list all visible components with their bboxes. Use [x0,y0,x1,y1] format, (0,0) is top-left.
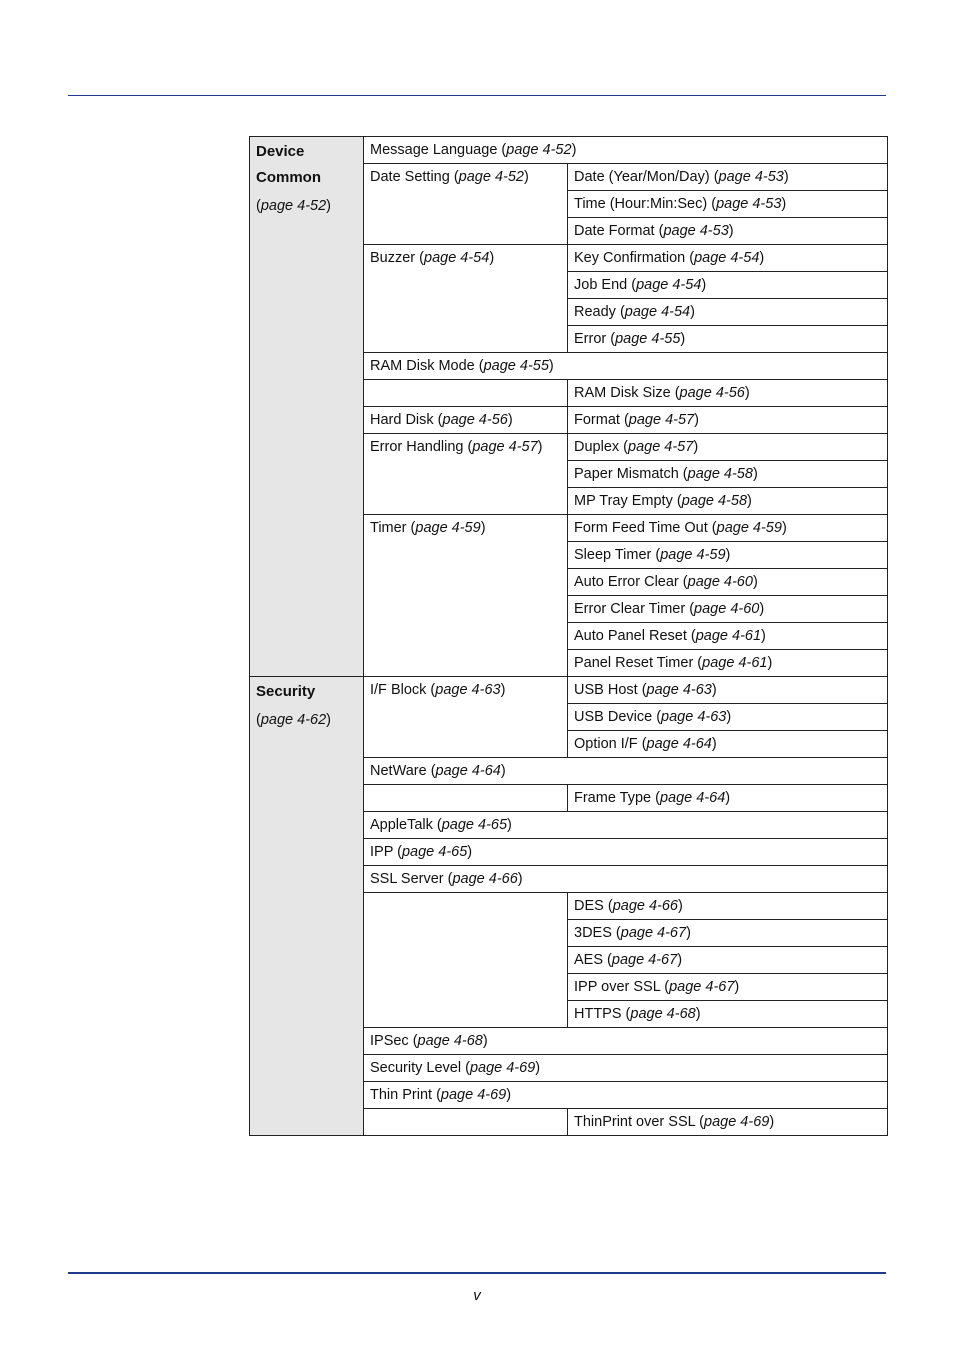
menu-item-label: RAM Disk Size [574,385,671,401]
page-ref: page 4-63 [646,682,712,698]
menu-item-cell: SSL Server (page 4-66) [364,866,888,893]
menu-item-label: Message Language [370,142,498,158]
submenu-item-cell: Panel Reset Timer (page 4-61) [568,650,888,677]
page-ref: page 4-54 [694,250,760,266]
section-title-line2: Common [256,169,321,186]
page-ref: page 4-53 [716,196,782,212]
submenu-item-cell: ThinPrint over SSL (page 4-69) [568,1109,888,1136]
section-page-ref: page 4-62 [260,712,327,728]
page-ref: page 4-57 [628,412,695,428]
submenu-item-cell: Job End (page 4-54) [568,272,888,299]
menu-item-label: Security Level [370,1060,462,1076]
menu-row [250,677,888,704]
page-ref: page 4-60 [687,574,753,590]
menu-item-label: Form Feed Time Out [574,520,708,536]
page-ref: page 4-52 [506,142,572,158]
submenu-item-cell: Option I/F (page 4-64) [568,731,888,758]
menu-item-label: I/F Block [370,682,427,698]
page-ref: page 4-69 [469,1060,536,1076]
page-ref: page 4-68 [417,1033,483,1049]
menu-item-label: Job End [574,277,628,293]
menu-item-label: Error Handling [370,439,464,455]
menu-item-cell: NetWare (page 4-64) [364,758,888,785]
page-ref: page 4-58 [687,466,753,482]
section-title [256,137,357,191]
submenu-item-cell: USB Host (page 4-63) [568,677,888,704]
menu-item-cell: Security Level (page 4-69) [364,1055,888,1082]
menu-item-label: NetWare [370,763,427,779]
menu-item-label: Hard Disk [370,412,434,428]
section-page-ref: page 4-52 [260,198,327,214]
menu-item-label: SSL Server [370,871,444,887]
page-ref: page 4-56 [679,385,745,401]
page-ref: page 4-59 [660,547,726,563]
page-ref: page 4-58 [681,493,748,509]
submenu-item-cell: RAM Disk Size (page 4-56) [568,380,888,407]
menu-item-label: Date Setting [370,169,450,185]
page-ref: page 4-69 [704,1114,770,1130]
menu-item-label: IPSec [370,1033,409,1049]
menu-item-label: Duplex [574,439,620,455]
menu-item-cell: AppleTalk (page 4-65) [364,812,888,839]
page-ref: page 4-61 [702,655,768,671]
menu-group-cell: Error Handling (page 4-57) [364,434,568,515]
menu-item-label: IPP over SSL [574,979,661,995]
menu-item-label: Thin Print [370,1087,433,1103]
page-ref: page 4-61 [695,628,762,644]
menu-item-label: HTTPS [574,1006,622,1022]
page-ref: page 4-60 [694,601,760,617]
page-ref: page 4-64 [646,736,712,752]
menu-item-label: IPP [370,844,394,860]
page-ref: page 4-59 [716,520,782,536]
submenu-item-cell: Error (page 4-55) [568,326,888,353]
submenu-item-cell: Key Confirmation (page 4-54) [568,245,888,272]
submenu-item-cell: 3DES (page 4-67) [568,920,888,947]
submenu-item-cell: Sleep Timer (page 4-59) [568,542,888,569]
page-ref: page 4-65 [401,844,468,860]
page-ref: page 4-59 [415,520,481,536]
menu-item-label: Key Confirmation [574,250,686,266]
submenu-item-cell: Format (page 4-57) [568,407,888,434]
menu-item-label: Time (Hour:Min:Sec) [574,196,708,212]
submenu-item-cell: Date (Year/Mon/Day) (page 4-53) [568,164,888,191]
submenu-item-cell: Ready (page 4-54) [568,299,888,326]
submenu-item-cell: Time (Hour:Min:Sec) (page 4-53) [568,191,888,218]
menu-item-label: Error Clear Timer [574,601,686,617]
menu-row [250,137,888,164]
menu-item-cell: Thin Print (page 4-69) [364,1082,888,1109]
page-ref: page 4-67 [611,952,678,968]
page-number: v [473,1287,481,1304]
menu-item-label: AppleTalk [370,817,433,833]
page-ref: page 4-55 [483,358,549,374]
menu-group-cell [364,380,568,407]
page-ref: page 4-57 [628,439,694,455]
menu-item-label: USB Host [574,682,638,698]
page-ref: page 4-67 [669,979,735,995]
page-ref: page 4-63 [661,709,727,725]
menu-item-label: 3DES [574,925,612,941]
page-ref: page 4-53 [718,169,784,185]
menu-item-cell: Message Language (page 4-52) [364,137,888,164]
menu-item-label: Auto Error Clear [574,574,679,590]
menu-item-label: MP Tray Empty [574,493,673,509]
menu-item-label: Ready [574,304,616,320]
menu-item-cell: RAM Disk Mode (page 4-55) [364,353,888,380]
menu-item-label: Option I/F [574,736,638,752]
menu-group-cell: Hard Disk (page 4-56) [364,407,568,434]
menu-group-cell [364,785,568,812]
menu-group-cell: Date Setting (page 4-52) [364,164,568,245]
menu-item-cell: IPP (page 4-65) [364,839,888,866]
submenu-item-cell: Auto Error Clear (page 4-60) [568,569,888,596]
header-rule [68,95,886,96]
menu-item-cell: IPSec (page 4-68) [364,1028,888,1055]
submenu-item-cell: DES (page 4-66) [568,893,888,920]
section-title-line1: Security [256,683,316,700]
page-ref: page 4-65 [441,817,508,833]
footer-rule [68,1272,886,1274]
menu-item-label: Timer [370,520,407,536]
menu-item-label: Sleep Timer [574,547,652,563]
submenu-item-cell: HTTPS (page 4-68) [568,1001,888,1028]
menu-item-label: Frame Type [574,790,652,806]
menu-item-label: ThinPrint over SSL [574,1114,696,1130]
section-header-cell: Device Common (page 4-52) [250,137,364,677]
page-ref: page 4-66 [612,898,678,914]
page-ref: page 4-66 [452,871,518,887]
page-ref: page 4-64 [435,763,501,779]
menu-group-cell [364,893,568,1028]
menu-group-cell: Buzzer (page 4-54) [364,245,568,353]
submenu-item-cell: MP Tray Empty (page 4-58) [568,488,888,515]
page-ref: page 4-54 [424,250,490,266]
menu-item-label: Date (Year/Mon/Day) [574,169,710,185]
submenu-item-cell: Auto Panel Reset (page 4-61) [568,623,888,650]
submenu-item-cell: AES (page 4-67) [568,947,888,974]
page-ref: page 4-54 [624,304,691,320]
submenu-item-cell: Date Format (page 4-53) [568,218,888,245]
page-ref: page 4-63 [435,682,501,698]
page-ref: page 4-68 [630,1006,696,1022]
submenu-item-cell: IPP over SSL (page 4-67) [568,974,888,1001]
section-header-cell: Security (page 4-62) [250,677,364,1136]
menu-item-label: AES [574,952,604,968]
menu-item-label: RAM Disk Mode [370,358,475,374]
menu-item-label: Paper Mismatch [574,466,679,482]
page-ref: page 4-67 [620,925,687,941]
submenu-item-cell: Duplex (page 4-57) [568,434,888,461]
page-ref: page 4-69 [440,1087,507,1103]
page-ref: page 4-55 [615,331,681,347]
submenu-item-cell: Paper Mismatch (page 4-58) [568,461,888,488]
menu-item-label: Panel Reset Timer [574,655,694,671]
section-title-line1: Device [256,143,305,160]
menu-item-label: Error [574,331,607,347]
page-ref: page 4-57 [472,439,538,455]
submenu-item-cell: Form Feed Time Out (page 4-59) [568,515,888,542]
menu-item-label: DES [574,898,604,914]
submenu-item-cell: Error Clear Timer (page 4-60) [568,596,888,623]
menu-map-table [249,136,888,1136]
menu-item-label: Date Format [574,223,655,239]
section-title [256,677,357,705]
page-ref: page 4-56 [442,412,508,428]
page-ref: page 4-54 [636,277,702,293]
menu-group-cell: Timer (page 4-59) [364,515,568,677]
menu-item-label: Auto Panel Reset [574,628,687,644]
submenu-item-cell: Frame Type (page 4-64) [568,785,888,812]
menu-group-cell [364,1109,568,1136]
page-ref: page 4-64 [659,790,726,806]
menu-group-cell: I/F Block (page 4-63) [364,677,568,758]
page-ref: page 4-53 [663,223,729,239]
menu-item-label: USB Device [574,709,653,725]
menu-item-label: Format [574,412,620,428]
menu-item-label: Buzzer [370,250,416,266]
page-ref: page 4-52 [458,169,524,185]
submenu-item-cell: USB Device (page 4-63) [568,704,888,731]
